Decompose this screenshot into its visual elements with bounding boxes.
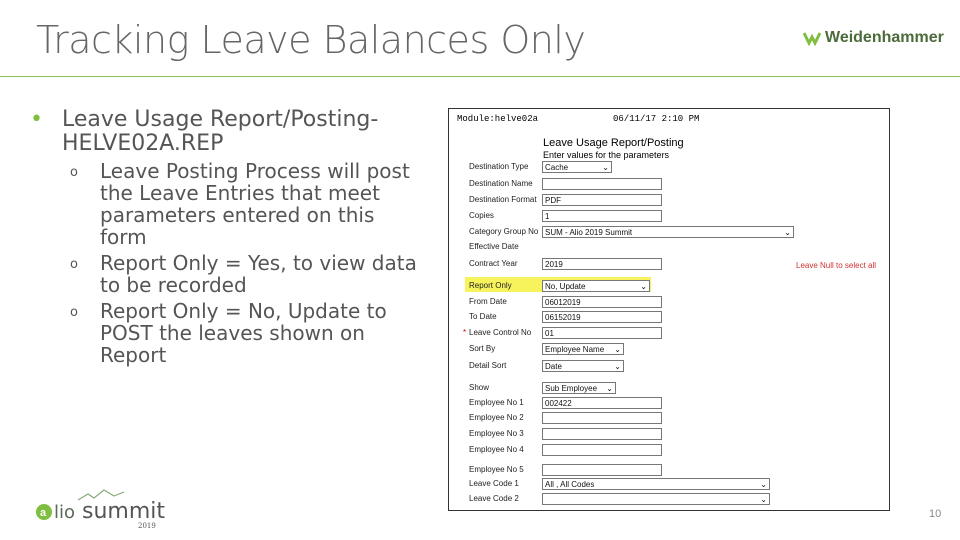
sub-bullet-line: to be recorded [100,273,247,297]
field-label: Employee No 5 [469,465,524,474]
field-label: Employee No 2 [469,413,524,422]
chevron-down-icon: ⌄ [760,480,767,489]
leaf-icon [803,30,821,46]
field-input[interactable] [542,327,662,339]
field-label: Detail Sort [469,361,507,370]
field-label: From Date [469,297,507,306]
field-value: Date [545,362,562,371]
sub-bullet [70,252,440,296]
report-form-screenshot [448,108,890,511]
svg-text:lio: lio [54,502,76,523]
sub-bullet-marker: o [70,257,78,272]
field-input[interactable] [542,311,662,323]
field-select[interactable] [542,161,612,173]
field-label: Show [469,383,490,392]
field-input[interactable] [542,178,662,190]
chevron-down-icon: ⌄ [602,163,609,172]
field-value: 002422 [545,399,572,408]
field-label: Leave Code 1 [469,479,519,488]
field-value: PDF [545,196,561,205]
field-value: 1 [545,212,550,221]
field-label: To Date [469,312,497,321]
field-input[interactable] [542,258,662,270]
bullet-list [30,108,440,370]
sub-bullet-marker: o [70,305,78,320]
field-label: Employee No 3 [469,429,524,438]
module-id: Module:helve02a [457,114,539,124]
sub-bullet [70,300,440,366]
main-bullet [30,108,440,156]
field-input[interactable] [542,412,662,424]
field-value: 01 [545,329,554,338]
sub-bullet-line: Report Only = No, Update to [100,299,387,323]
field-value: 2019 [545,260,563,269]
field-value: Cache [545,163,569,172]
field-select[interactable] [542,280,650,292]
sub-bullet-line: form [100,225,147,249]
field-value: No, Update [545,282,586,291]
chevron-down-icon: ⌄ [606,384,613,393]
field-input[interactable] [542,210,662,222]
field-value: Sub Employee [545,384,598,393]
main-bullet-line: Leave Usage Report/Posting- [62,107,379,132]
field-label: Employee No 4 [469,445,524,454]
field-input[interactable] [542,428,662,440]
sub-bullet-line: POST the leaves shown on [100,321,365,345]
svg-text:summit: summit [82,499,166,524]
sub-bullet-marker: o [70,165,78,180]
field-select[interactable] [542,226,794,238]
chevron-down-icon: ⌄ [614,362,621,371]
field-label: Category Group No [469,227,539,236]
field-label: Destination Type [469,162,529,171]
chevron-down-icon: ⌄ [614,345,621,354]
sub-bullet [70,160,440,248]
field-select[interactable] [542,493,770,505]
field-input[interactable] [542,296,662,308]
field-input[interactable] [542,444,662,456]
alio-summit-logo [32,486,172,530]
field-label: Leave Code 2 [469,494,519,503]
slide-title: Tracking Leave Balances Only [36,18,586,62]
chevron-down-icon: ⌄ [760,495,767,504]
field-label: Effective Date [469,242,519,251]
bullet-dot: • [30,107,43,132]
field-select[interactable] [542,343,624,355]
field-label: Report Only [469,281,512,290]
page-number: 10 [929,508,942,520]
field-input[interactable] [542,397,662,409]
sub-bullet-line: Report [100,343,167,367]
form-title: Leave Usage Report/Posting [543,137,684,149]
field-value: 06012019 [545,298,581,307]
sub-bullet-line: Report Only = Yes, to view data [100,251,417,275]
field-label: Leave Control No [469,328,532,337]
logo-year: 2019 [138,522,156,530]
field-select[interactable] [542,382,616,394]
sub-bullet-line: parameters entered on this [100,203,375,227]
field-label: Destination Format [469,195,537,204]
title-divider [0,76,960,77]
chevron-down-icon: ⌄ [784,228,791,237]
field-value: Employee Name [545,345,605,354]
brand-name: Weidenhammer [825,29,944,46]
required-marker: * [463,328,467,337]
field-select[interactable] [542,478,770,490]
null-note: Leave Null to select all [796,261,877,270]
field-label: Employee No 1 [469,398,524,407]
sub-bullet-line: Leave Posting Process will post [100,159,410,183]
field-label: Contract Year [469,259,518,268]
svg-text:a: a [40,507,47,519]
sub-bullets [30,160,440,366]
main-bullet-line: HELVE02A.REP [62,131,224,156]
sub-bullet-line: the Leave Entries that meet [100,181,380,205]
chevron-down-icon: ⌄ [640,282,647,291]
field-label: Copies [469,211,494,220]
field-label: Destination Name [469,179,533,188]
field-label: Sort By [469,344,496,353]
field-input[interactable] [542,194,662,206]
weidenhammer-logo [803,29,944,47]
field-input[interactable] [542,464,662,476]
report-datetime: 06/11/17 2:10 PM [613,114,700,124]
field-select[interactable] [542,360,624,372]
form-subtitle: Enter values for the parameters [543,150,670,160]
field-value: SUM - Alio 2019 Summit [545,228,633,237]
field-value: 06152019 [545,313,581,322]
field-value: All , All Codes [545,480,595,489]
